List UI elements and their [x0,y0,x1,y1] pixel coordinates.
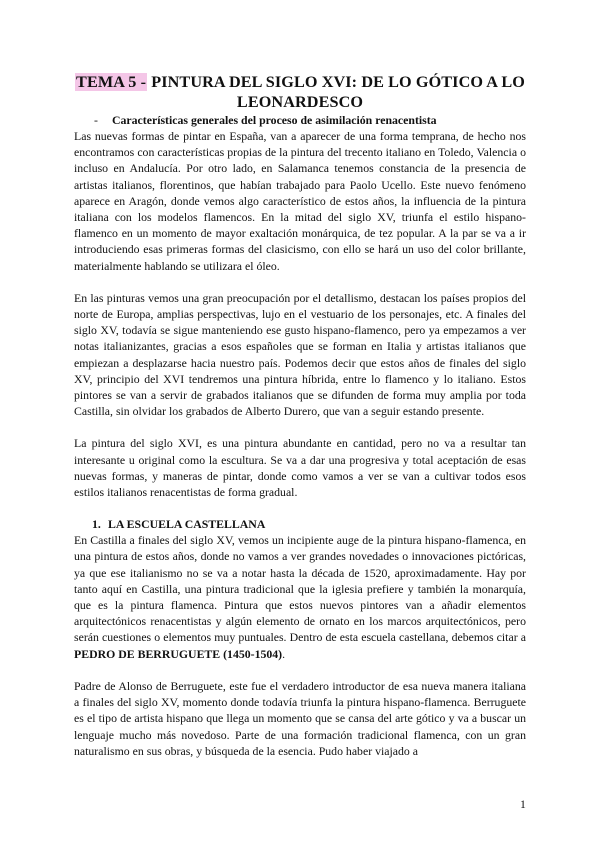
paragraph-detallismo: En las pinturas vemos una gran preocupación por el detallismo, destacan los países propios del norte de Europa, amplias perspectivas, lujo en el vestuario de los personajes, etc. A finales del siglo XV, todavía se sigue manteniendo ese gusto hispano-flamenco, pero ya empezamos a ver notas italianizantes, gracias a esos españoles que se forman en Italia y artistas italianos que empiezan a desplazarse hacia nuestro país. Podemos decir que estos años de finales del siglo XV, principio del XVI tendremos una pintura híbrida, entre lo flamenco y lo italiano. Estos pintores se van a servir de grabados italianos que se difunden de forma muy amplia por toda Castilla, sin olvidar los grabados de Alberto Durero, que van a seguir estando presente. [74,290,526,419]
subheading-text: Características generales del proceso de asimilación renacentista [112,113,437,127]
page-number: 1 [520,797,526,811]
document-page [74,72,526,759]
artist-name: PEDRO DE BERRUGUETE (1450-1504) [74,646,283,661]
page-title [74,72,526,112]
castilla-text: En Castilla a finales del siglo XV, vemos un incipiente auge de la pintura hispano-flamenca, en una pintura de estos años, donde no vamos a ver grandes novedades o innovaciones pictóricas, ya que ese italianismo no se va a notar hasta la década de 1520, aproximadamente. Hay por tanto aquí en Castilla, una pintura tradicional que la iglesia prefiere y también la monarquía, que es la pintura flamenca. Pintura que estos nuevos pintores van a añadir elementos arquitectónicos renacentistas y algún elemento de ornato en los marcos arquitectónicos, pero serán cuestiones o elementos muy puntuales. Dentro de esta escuela castellana, debemos citar a [74,533,526,645]
section-number: 1. [92,517,101,532]
subheading [74,113,526,128]
paragraph-castilla [74,532,526,662]
paragraph-intro: Las nuevas formas de pintar en España, van a aparecer de una forma temprana, de hecho nos encontramos con características propias de la pintura del trecento italiano en Toledo, Valencia o incluso en Andalucía. Por otro lado, en Salamanca tenemos constancia de la presencia de artistas italianos, florentinos, que habían trabajado para Paolo Ucello. Este nuevo fenómeno aparece en Aragón, donde vemos algo característico de estos años, la influencia de la pintura italiana con los modelos flamencos. En la mitad del siglo XV, triunfa el estilo hispano-flamenco en un momento de mayor exaltación monárquica, de tez popular. A la par se va a ir introduciendo esas primeras formas del clasicismo, con ello se hará un uso del color brillante, materialmente hablando se utilizara el óleo. [74,129,526,273]
paragraph-berruguete: Padre de Alonso de Berruguete, este fue el verdadero introductor de esa nueva manera italiana a finales del siglo XV, momento donde todavía triunfa la pintura hispano-flamenca. Berruguete es el tipo de artista hispano que llega un momento que se cansa del arte gótico y va a buscar un lenguaje mucho más novedoso. Parte de una formación tradicional flamenca, con un gran naturalismo en sus obras, y búsqueda de la esencia. Pudo haber viajado a [74,678,526,758]
paragraph-siglo-xvi: La pintura del siglo XVI, es una pintura abundante en cantidad, pero no va a resultar tan interesante u original como la escultura. Se va a dar una progresiva y total aceptación de esas nuevas formas, y maneras de pintar, donde como vamos a ver se van a cultivar todos esos estilos italianos renacentistas de forma gradual. [74,436,526,500]
section-title: LA ESCUELA CASTELLANA [108,517,266,532]
bullet-dash: - [94,113,98,127]
tema-label: TEMA 5 - [76,73,147,91]
castilla-end: . [282,646,286,661]
title-text: PINTURA DEL SIGLO XVI: DE LO GÓTICO A LO LEONARDESCO [147,73,525,111]
section-heading [74,516,526,532]
